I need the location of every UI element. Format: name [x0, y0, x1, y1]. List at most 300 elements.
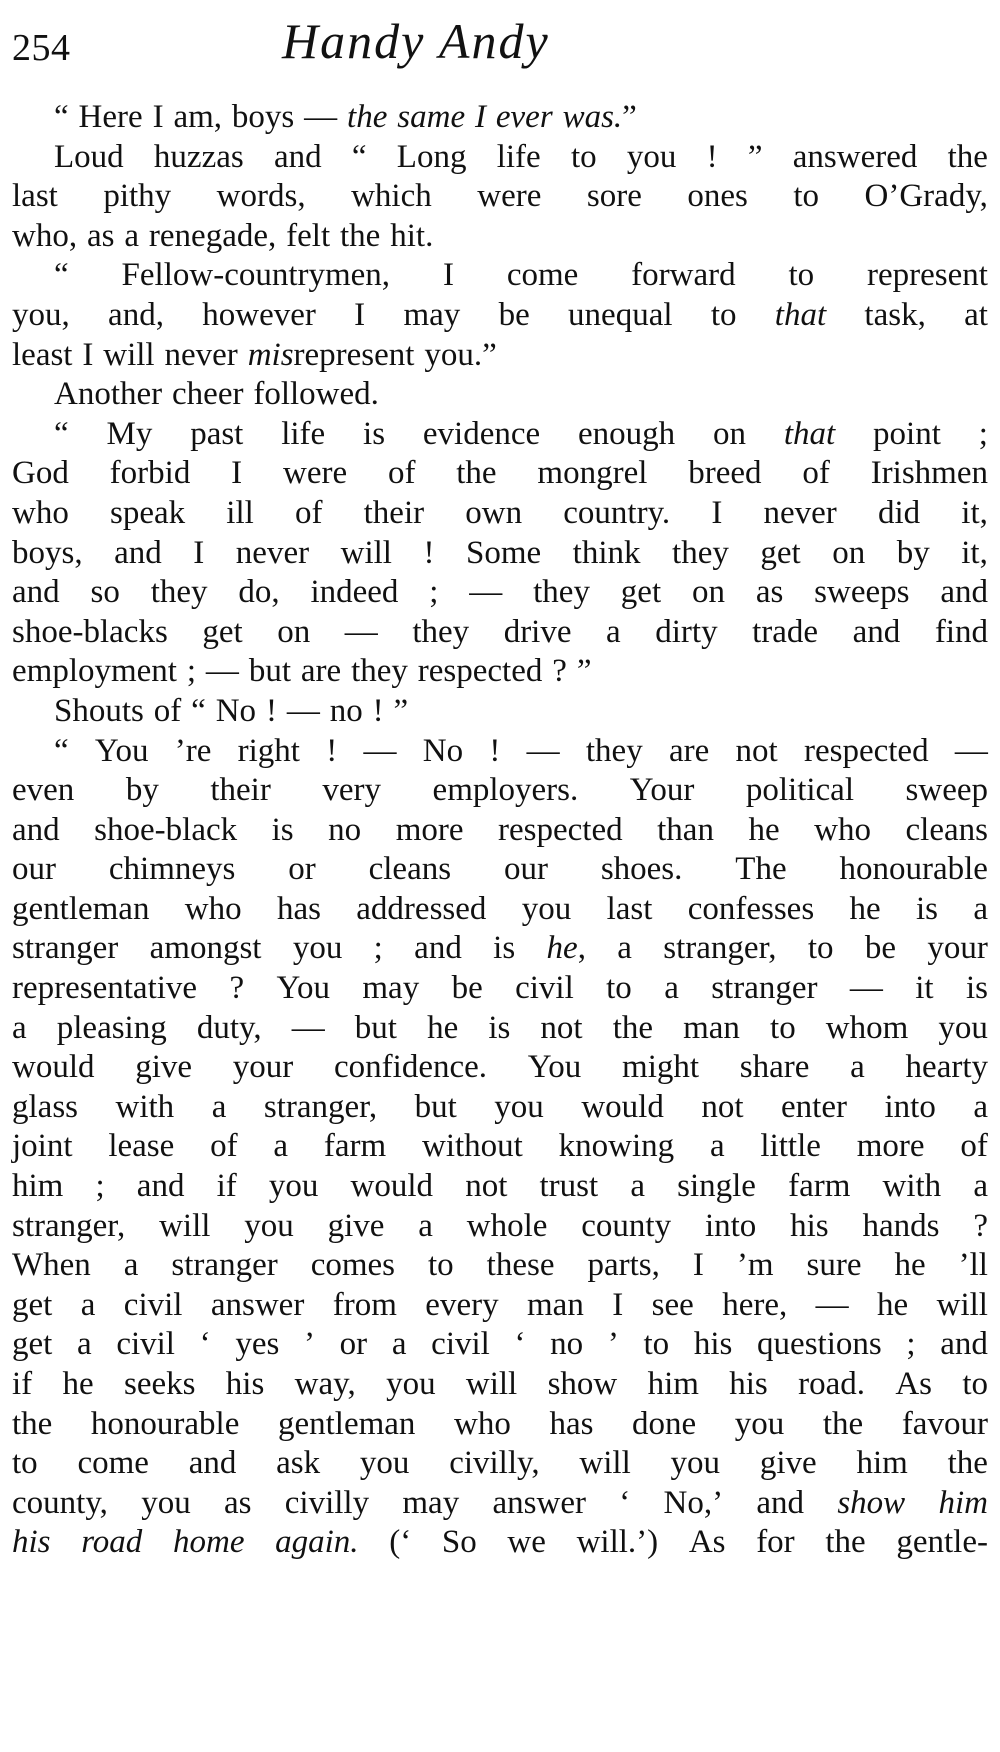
word: stranger — [171, 1247, 278, 1284]
word: more — [856, 1128, 925, 1165]
word: “ — [54, 732, 69, 769]
word: the — [947, 138, 988, 175]
word: he — [427, 1009, 459, 1046]
word: cleans — [368, 851, 452, 888]
word: gentleman — [12, 890, 150, 927]
word: a — [709, 1128, 725, 1165]
word: breed — [688, 455, 762, 492]
word: county, — [12, 1484, 108, 1521]
word: ” — [393, 692, 409, 729]
word: has — [549, 1405, 594, 1442]
word: which — [351, 178, 432, 215]
text-line — [12, 732, 988, 772]
word: ’m — [736, 1247, 774, 1284]
word: ones — [687, 178, 748, 215]
word: will — [579, 1445, 631, 1482]
word: or — [339, 1326, 368, 1363]
text-line — [12, 534, 988, 574]
word: farm — [788, 1168, 851, 1205]
word: pithy — [103, 178, 172, 215]
word: answer — [210, 1286, 305, 1323]
word: him — [647, 1366, 699, 1402]
word: done — [632, 1405, 697, 1442]
word: may — [403, 296, 461, 333]
word: — — [363, 732, 397, 769]
text-line — [12, 98, 988, 138]
word: with — [882, 1168, 942, 1205]
word: of — [153, 692, 182, 729]
word: but — [248, 653, 291, 690]
word: or — [288, 851, 316, 888]
word: Shouts — [54, 692, 144, 729]
word: knowing — [558, 1128, 675, 1165]
text-line — [12, 811, 988, 851]
word: least — [12, 336, 73, 373]
word: he — [62, 1366, 94, 1402]
word: no — [328, 811, 362, 848]
word: renegade, — [148, 217, 277, 254]
word: their — [363, 494, 425, 531]
word: did — [877, 494, 921, 531]
word: amongst — [149, 930, 262, 967]
word: comes — [310, 1247, 396, 1284]
word: show — [837, 1484, 906, 1521]
word: are — [300, 653, 342, 690]
word: and — [414, 930, 462, 967]
word: who — [12, 494, 69, 531]
word: own — [465, 494, 523, 531]
word: do, — [238, 574, 280, 611]
text-line — [12, 296, 988, 336]
word: and — [12, 574, 60, 611]
word: ! — [423, 534, 435, 571]
word: give — [135, 1049, 193, 1086]
word: and — [756, 1484, 805, 1521]
word: of — [294, 494, 323, 531]
word: you — [670, 1445, 721, 1482]
word: never — [235, 534, 310, 571]
word: — — [291, 1009, 325, 1046]
word: and — [273, 138, 322, 175]
word: you — [938, 1009, 988, 1046]
word: has — [276, 890, 321, 927]
word: You — [527, 1049, 582, 1086]
word: ’ — [607, 1326, 619, 1363]
word: will — [159, 1207, 211, 1244]
word: “ — [54, 415, 69, 452]
word: Fellow-countrymen, — [121, 257, 391, 294]
word: civil — [123, 1286, 183, 1323]
word: be — [498, 296, 530, 333]
word: You — [94, 732, 149, 769]
word: (‘ — [389, 1524, 412, 1561]
word: “ — [54, 257, 69, 294]
word: no — [329, 692, 363, 729]
word: hands — [862, 1207, 940, 1244]
word: little — [760, 1128, 821, 1165]
word: get — [12, 1286, 53, 1323]
word: you — [734, 1405, 785, 1442]
page-text — [12, 98, 988, 1563]
word: — — [954, 732, 988, 769]
word: to — [770, 1009, 796, 1046]
word: and — [940, 1326, 988, 1363]
text-line — [12, 415, 988, 455]
word: — — [304, 99, 338, 135]
word: to — [606, 970, 632, 1007]
word: may — [362, 970, 420, 1007]
text-line — [12, 1167, 988, 1207]
text-line — [12, 1325, 988, 1365]
word: gentleman — [277, 1405, 416, 1442]
word: and, — [108, 296, 164, 333]
word: ; — [373, 930, 383, 967]
word: that — [783, 415, 836, 452]
word: as — [86, 217, 115, 254]
word: be — [451, 970, 483, 1007]
word: ’re — [174, 732, 212, 769]
text-line — [12, 138, 988, 178]
word: ! — [372, 692, 384, 729]
word: ask — [276, 1445, 321, 1482]
word: yes — [235, 1326, 280, 1363]
word: see — [651, 1286, 694, 1323]
word: ; — [429, 574, 439, 611]
word: is — [363, 415, 386, 452]
word: shoes. — [600, 851, 683, 888]
word: honourable — [90, 1405, 240, 1442]
word: that — [774, 296, 827, 333]
word: without — [421, 1128, 523, 1165]
word: they — [351, 653, 408, 690]
word: farm — [323, 1128, 387, 1165]
word: a — [973, 890, 988, 927]
word: and — [940, 574, 988, 611]
word: hit. — [390, 217, 434, 254]
word: your — [232, 1049, 294, 1086]
word: would — [12, 1049, 95, 1086]
word: seeks — [123, 1366, 196, 1402]
word: civil — [431, 1326, 490, 1363]
word: confidence. — [334, 1049, 488, 1086]
word: My — [106, 415, 153, 452]
word: a — [418, 1207, 433, 1244]
word: whom — [825, 1009, 909, 1046]
word: than — [657, 811, 714, 848]
word: I — [231, 455, 243, 492]
word: questions — [757, 1326, 882, 1363]
word: will — [936, 1286, 988, 1323]
text-line — [12, 1365, 988, 1405]
word: the — [947, 1445, 988, 1482]
word: “ — [351, 138, 367, 175]
word: last — [606, 890, 653, 927]
word: will.’) — [576, 1524, 659, 1561]
page-number: 254 — [12, 27, 71, 69]
word: am, — [173, 99, 223, 135]
text-line — [12, 890, 988, 930]
word: forbid — [109, 455, 191, 492]
word: for — [756, 1524, 795, 1561]
text-line — [12, 217, 988, 257]
word: their — [210, 772, 271, 809]
word: they — [533, 574, 590, 611]
word: a — [617, 930, 632, 967]
word: on — [691, 574, 725, 611]
word: stranger, — [263, 1088, 378, 1125]
word: point — [873, 415, 941, 452]
word: — — [849, 970, 883, 1007]
word: I — [193, 534, 205, 571]
word: would — [350, 1168, 434, 1205]
word: words, — [216, 178, 306, 215]
word: ! — [265, 692, 277, 729]
text-line — [12, 969, 988, 1009]
word: to — [643, 1326, 670, 1363]
word: get — [760, 534, 801, 571]
word: who — [814, 811, 871, 848]
word: — — [815, 1286, 849, 1323]
word: huzzas — [153, 138, 244, 175]
word: who — [184, 890, 242, 927]
word: past — [190, 415, 244, 452]
word: the — [456, 455, 497, 492]
word: road. — [798, 1366, 865, 1402]
word: a — [391, 1326, 407, 1363]
word: not — [735, 732, 778, 769]
word: you — [292, 930, 343, 967]
word: to — [793, 178, 820, 215]
word: into — [704, 1207, 757, 1244]
word: give — [327, 1207, 385, 1244]
word: sweeps — [814, 574, 910, 611]
word: we — [507, 1524, 546, 1561]
word: forward — [631, 257, 736, 294]
word: As — [895, 1366, 932, 1402]
word: are — [668, 732, 710, 769]
word: glass — [12, 1088, 78, 1125]
word: the — [12, 1405, 53, 1442]
word: he — [877, 1286, 909, 1323]
word: to — [962, 1366, 988, 1402]
word: “ — [54, 99, 69, 135]
word: he — [748, 811, 780, 848]
word: a — [664, 970, 679, 1007]
word: it, — [961, 534, 988, 571]
text-line — [12, 1207, 988, 1247]
word: get — [12, 1326, 53, 1363]
word: were — [477, 178, 542, 215]
word: ’ll — [958, 1247, 988, 1284]
word: they — [412, 613, 470, 650]
word: enough — [578, 415, 676, 452]
word: ever — [495, 99, 553, 135]
word: road — [81, 1524, 143, 1561]
word: you — [626, 138, 677, 175]
word: and — [188, 1445, 237, 1482]
word: honourable — [839, 851, 988, 888]
word: ? — [973, 1207, 988, 1244]
text-line — [12, 1444, 988, 1484]
word: stranger, — [663, 930, 777, 967]
word: As — [688, 1524, 726, 1561]
text-line — [12, 1127, 988, 1167]
text-line — [12, 929, 988, 969]
word: to — [570, 138, 597, 175]
word: shoe-black — [94, 811, 238, 848]
word: Another — [54, 376, 163, 413]
text-line — [12, 1048, 988, 1088]
word: is — [271, 811, 294, 848]
word: never — [164, 336, 238, 373]
word: will — [465, 1366, 518, 1402]
word: our — [503, 851, 548, 888]
word: misrepresent — [247, 336, 415, 373]
word: You — [276, 970, 330, 1007]
word: right — [237, 732, 300, 769]
word: every — [425, 1286, 499, 1323]
word: he — [849, 890, 881, 927]
word: — — [526, 732, 560, 769]
word: be — [864, 930, 897, 967]
word: ill — [226, 494, 254, 531]
word: No,’ — [663, 1484, 724, 1521]
text-line — [12, 850, 988, 890]
word: ‘ — [619, 1484, 631, 1521]
word: these — [486, 1247, 555, 1284]
word: he, — [546, 930, 586, 967]
word: you — [494, 1088, 544, 1125]
word: him — [856, 1445, 908, 1482]
word: a — [211, 1088, 227, 1125]
word: a — [850, 1049, 865, 1086]
word: give — [759, 1445, 817, 1482]
word: trust — [539, 1168, 599, 1205]
word: respected — [417, 653, 543, 690]
text-line — [12, 336, 988, 376]
word: if — [216, 1168, 237, 1205]
word: might — [622, 1049, 700, 1086]
word: it, — [961, 494, 988, 531]
word: to — [428, 1247, 454, 1284]
word: sweep — [905, 772, 988, 809]
word: come — [506, 257, 579, 294]
word: country. — [563, 494, 671, 531]
word: and — [136, 1168, 185, 1205]
word: will — [103, 336, 155, 373]
word: think — [572, 534, 641, 571]
word: share — [739, 1049, 810, 1086]
text-line — [12, 1405, 988, 1445]
word: God — [12, 455, 69, 492]
word: O’Grady, — [864, 178, 988, 215]
word: they — [672, 534, 729, 571]
word: sure — [806, 1247, 862, 1284]
word: him — [938, 1484, 988, 1521]
word: not — [701, 1088, 744, 1125]
word: way, — [294, 1366, 356, 1402]
word: you.” — [424, 336, 497, 373]
word: again. — [275, 1524, 359, 1561]
word: a — [606, 613, 621, 650]
word: confesses — [687, 890, 815, 927]
word: ? — [229, 970, 245, 1007]
word: civilly, — [449, 1445, 540, 1482]
text-line — [12, 573, 988, 613]
page-header — [12, 12, 988, 98]
word: employment — [12, 653, 177, 690]
word: he — [894, 1247, 926, 1284]
word: ! — [489, 732, 501, 769]
word: a — [124, 217, 140, 254]
word: speak — [110, 494, 186, 531]
word: respected — [498, 811, 623, 848]
word: county — [581, 1207, 672, 1244]
word: — — [205, 653, 239, 690]
word: Your — [629, 772, 695, 809]
word: but — [354, 1009, 397, 1046]
word: not — [540, 1009, 583, 1046]
word: Loud — [54, 138, 124, 175]
word: I — [711, 494, 723, 531]
word: answered — [792, 138, 918, 175]
word: shoe-blacks — [12, 613, 168, 650]
word: hearty — [905, 1049, 988, 1086]
word: if — [12, 1366, 33, 1402]
word: life — [496, 138, 541, 175]
text-line — [12, 494, 988, 534]
text-line — [12, 692, 988, 732]
word: represent — [867, 257, 988, 294]
word: — — [469, 574, 503, 611]
word: a — [123, 1247, 139, 1284]
word: indeed — [310, 574, 399, 611]
word: to — [788, 257, 815, 294]
word: The — [735, 851, 787, 888]
word: representative — [12, 970, 198, 1007]
word: the — [340, 217, 381, 254]
word: sore — [586, 178, 642, 215]
word: respected — [803, 732, 929, 769]
word: get — [620, 574, 662, 611]
text-line — [12, 177, 988, 217]
word: home — [172, 1524, 245, 1561]
word: on — [277, 613, 311, 650]
word: is — [488, 1009, 511, 1046]
word: were — [282, 455, 348, 492]
word: I — [474, 99, 486, 135]
word: followed. — [253, 376, 379, 413]
word: ? — [552, 653, 567, 690]
text-line — [12, 1088, 988, 1128]
word: show — [547, 1366, 618, 1402]
text-line — [12, 771, 988, 811]
word: would — [581, 1088, 664, 1125]
word: parts, — [587, 1247, 660, 1284]
word: you — [359, 1445, 410, 1482]
word: ; — [186, 653, 197, 690]
word: the — [825, 1524, 866, 1561]
word: gentle- — [896, 1524, 988, 1561]
word: his — [729, 1366, 768, 1402]
word: whole — [466, 1207, 548, 1244]
word: Here — [78, 99, 143, 135]
word: with — [115, 1088, 175, 1125]
text-line — [12, 613, 988, 653]
text-line — [12, 256, 988, 296]
word: a — [973, 1168, 988, 1205]
word: and — [114, 534, 162, 571]
